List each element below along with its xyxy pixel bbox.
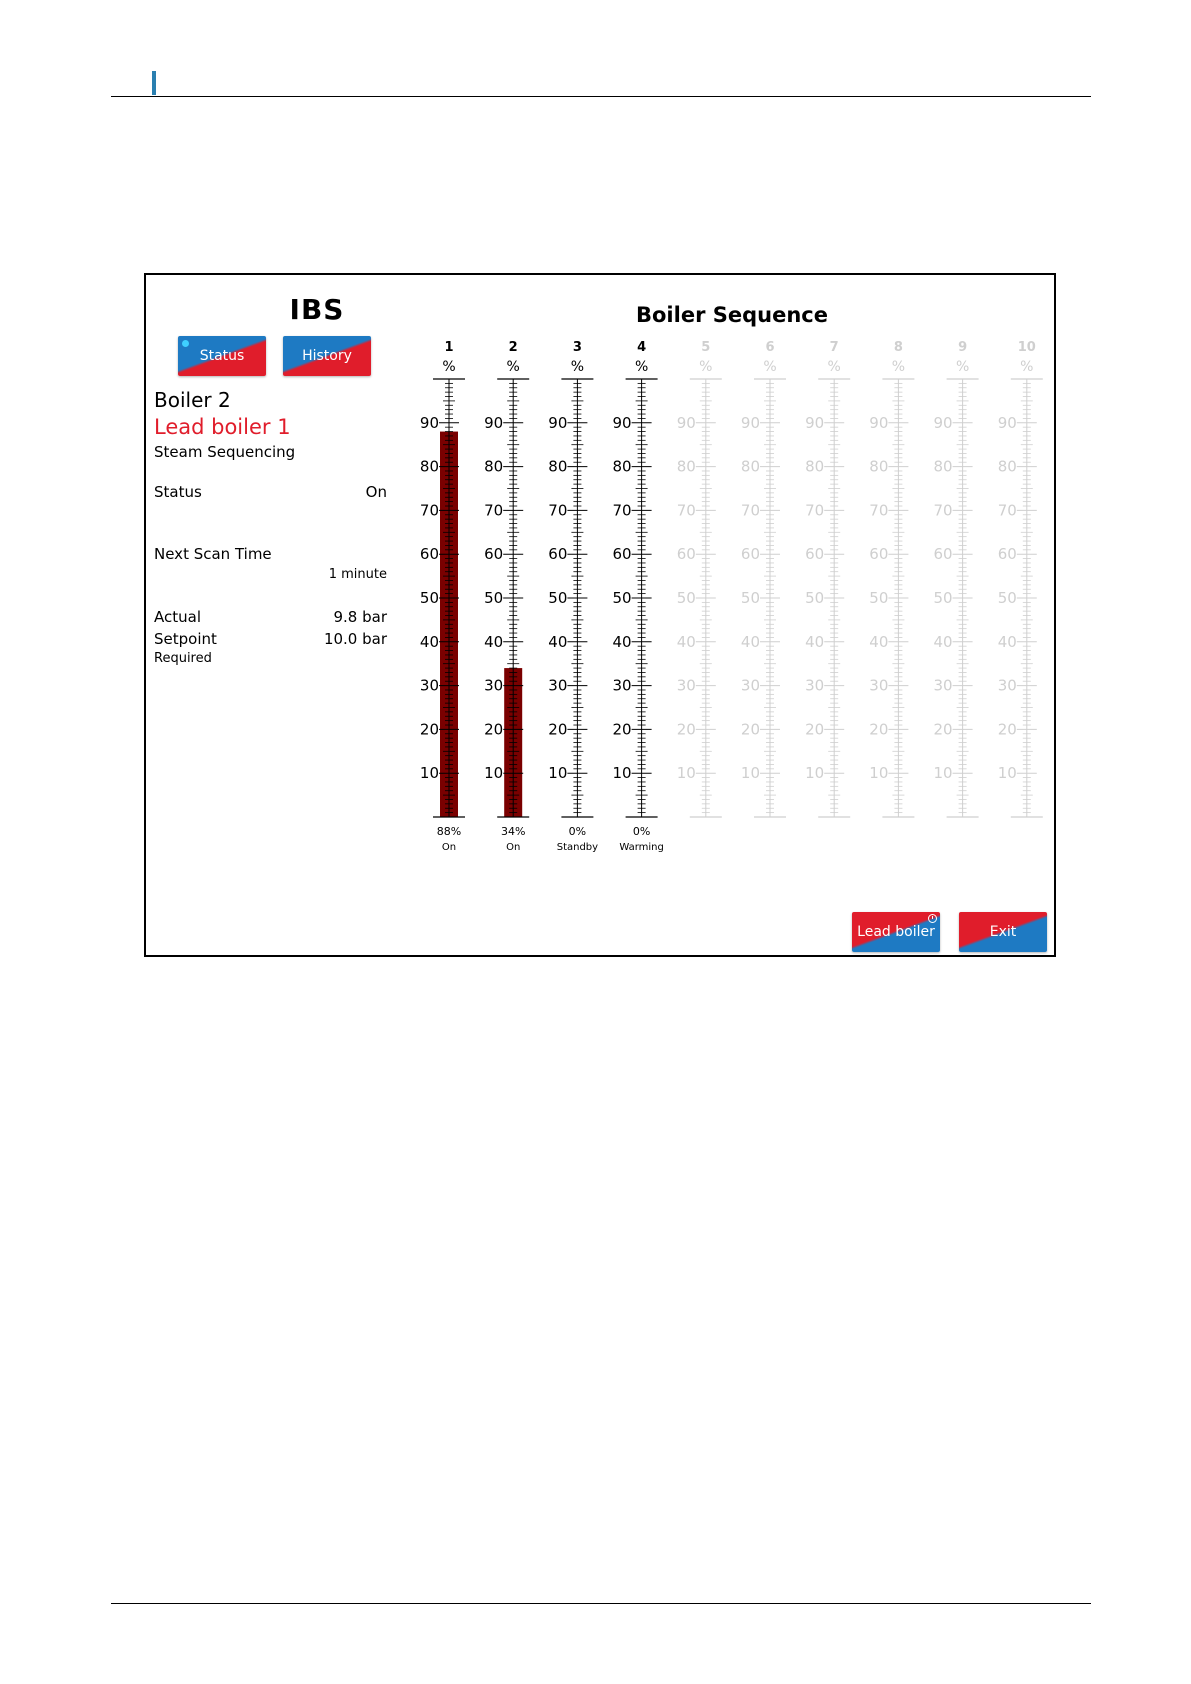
boiler-2-tick-label: 10 bbox=[484, 764, 504, 783]
setpoint-label: Setpoint bbox=[154, 630, 217, 648]
setpoint-value: 10.0 bar bbox=[323, 630, 387, 648]
boiler-4-tick-label: 50 bbox=[612, 589, 632, 607]
boiler-9-tick-label: 10 bbox=[933, 764, 953, 783]
boiler-4-tick-label: 40 bbox=[612, 632, 632, 651]
boiler-3-column-label: 3 bbox=[572, 340, 582, 355]
boiler-7-tick-label: 80 bbox=[805, 457, 825, 476]
boiler-4-unit-label: % bbox=[634, 359, 649, 375]
boiler-1-tick-label: 20 bbox=[419, 720, 439, 739]
boiler-3-tick-label: 40 bbox=[548, 632, 568, 651]
boiler-7-tick-label: 10 bbox=[805, 764, 825, 783]
boiler-3-tick-label: 10 bbox=[548, 764, 568, 783]
boiler-5-tick-label: 50 bbox=[676, 589, 696, 607]
boiler-3-tick-label: 30 bbox=[548, 676, 568, 695]
boiler-5-unit-label: % bbox=[699, 359, 713, 375]
header-rule bbox=[111, 96, 1091, 97]
boiler-5-tick-label: 90 bbox=[676, 413, 696, 432]
history-tab-label: History bbox=[302, 348, 352, 364]
exit-button[interactable] bbox=[959, 912, 1047, 952]
hmi-screen bbox=[144, 273, 1056, 957]
boiler-3-tick-label: 20 bbox=[548, 720, 568, 739]
boiler-3-value-label: 0% bbox=[568, 825, 587, 838]
boiler-7-tick-label: 20 bbox=[805, 720, 825, 739]
boiler-2-tick-label: 70 bbox=[484, 501, 504, 520]
boiler-1-tick-label: 40 bbox=[419, 632, 439, 651]
boiler-4-tick-label: 20 bbox=[612, 720, 632, 739]
boiler-6-tick-label: 80 bbox=[740, 457, 760, 476]
boiler-2-value-label: 34% bbox=[500, 825, 526, 838]
boiler-1-state-label: On bbox=[441, 842, 457, 853]
lead-boiler-button[interactable] bbox=[852, 912, 940, 952]
boiler-1-tick-label: 60 bbox=[419, 545, 439, 564]
boiler-6-tick-label: 60 bbox=[740, 545, 760, 564]
boiler-5-tick-label: 10 bbox=[676, 764, 696, 783]
boiler-7-tick-label: 50 bbox=[805, 589, 825, 607]
boiler-10-tick-label: 60 bbox=[997, 545, 1017, 564]
boiler-7-tick-label: 40 bbox=[805, 632, 825, 651]
boiler-10-unit-label: % bbox=[1020, 359, 1034, 375]
boiler-9-tick-label: 50 bbox=[933, 589, 953, 607]
boiler-sequence-chart bbox=[146, 275, 1054, 955]
lead-boiler-label: Lead boiler 1 bbox=[154, 415, 291, 439]
boiler-2-tick-label: 30 bbox=[484, 676, 504, 695]
status-label: Status bbox=[154, 483, 202, 501]
boiler-4-state-label: Warming bbox=[619, 842, 664, 853]
next-scan-label: Next Scan Time bbox=[154, 545, 272, 563]
boiler-4-tick-label: 60 bbox=[612, 545, 632, 564]
boiler-2-tick-label: 40 bbox=[484, 632, 504, 651]
status-value: On bbox=[365, 483, 387, 501]
boiler-4-value-label: 0% bbox=[632, 825, 651, 838]
boiler-8-tick-label: 20 bbox=[869, 720, 889, 739]
boiler-1-unit-label: % bbox=[442, 359, 456, 375]
boiler-10-tick-label: 20 bbox=[997, 720, 1017, 739]
boiler-name: Boiler 2 bbox=[154, 388, 231, 412]
boiler-10-tick-label: 10 bbox=[997, 764, 1017, 783]
boiler-9-tick-label: 90 bbox=[933, 413, 953, 432]
boiler-8-column-label: 8 bbox=[893, 340, 903, 355]
boiler-5-tick-label: 30 bbox=[676, 676, 696, 695]
boiler-2-tick-label: 20 bbox=[484, 720, 504, 739]
boiler-10-tick-label: 50 bbox=[997, 589, 1017, 607]
boiler-9-tick-label: 70 bbox=[933, 501, 953, 520]
boiler-9-tick-label: 20 bbox=[933, 720, 953, 739]
boiler-6-tick-label: 70 bbox=[740, 501, 760, 520]
boiler-4-column-label: 4 bbox=[637, 340, 647, 355]
clock-icon bbox=[928, 914, 937, 923]
boiler-7-tick-label: 30 bbox=[805, 676, 825, 695]
boiler-8-tick-label: 10 bbox=[869, 764, 889, 783]
boiler-8-tick-label: 60 bbox=[869, 545, 889, 564]
boiler-3-tick-label: 90 bbox=[548, 413, 568, 432]
boiler-2-tick-label: 80 bbox=[484, 457, 504, 476]
boiler-10-tick-label: 40 bbox=[997, 632, 1017, 651]
boiler-7-tick-label: 60 bbox=[805, 545, 825, 564]
actual-label: Actual bbox=[154, 608, 201, 626]
boiler-2-tick-label: 90 bbox=[484, 413, 504, 432]
boiler-6-tick-label: 20 bbox=[740, 720, 760, 739]
app-title: IBS bbox=[289, 293, 345, 326]
boiler-8-unit-label: % bbox=[891, 359, 906, 375]
status-tab-label: Status bbox=[199, 348, 245, 364]
boiler-10-tick-label: 90 bbox=[997, 413, 1017, 432]
boiler-8-tick-label: 30 bbox=[869, 676, 889, 695]
boiler-5-column-label: 5 bbox=[701, 340, 711, 355]
boiler-5-tick-label: 60 bbox=[676, 545, 696, 564]
boiler-8-tick-label: 40 bbox=[869, 632, 889, 651]
boiler-1-tick-label: 30 bbox=[419, 676, 439, 695]
boiler-1-column-label: 1 bbox=[444, 340, 454, 355]
section-title: Boiler Sequence bbox=[636, 303, 828, 327]
boiler-5-tick-label: 20 bbox=[676, 720, 696, 739]
boiler-6-tick-label: 90 bbox=[740, 413, 760, 432]
footer-rule bbox=[111, 1603, 1091, 1604]
boiler-4-tick-label: 80 bbox=[612, 457, 632, 476]
boiler-7-column-label: 7 bbox=[829, 340, 839, 355]
actual-value: 9.8 bar bbox=[333, 608, 387, 626]
boiler-1-tick-label: 10 bbox=[419, 764, 439, 783]
document-margin-marker bbox=[152, 71, 156, 95]
boiler-3-state-label: Standby bbox=[556, 842, 599, 853]
boiler-1-value-label: 88% bbox=[436, 825, 462, 838]
boiler-4-tick-label: 70 bbox=[612, 501, 632, 520]
boiler-4-tick-label: 10 bbox=[612, 764, 632, 783]
exit-button-label: Exit bbox=[989, 924, 1017, 940]
boiler-8-tick-label: 90 bbox=[869, 413, 889, 432]
boiler-9-tick-label: 60 bbox=[933, 545, 953, 564]
boiler-2-unit-label: % bbox=[506, 359, 520, 375]
boiler-10-tick-label: 30 bbox=[997, 676, 1017, 695]
lead-boiler-button-label: Lead boiler bbox=[857, 924, 935, 940]
boiler-1-tick-label: 90 bbox=[419, 413, 439, 432]
boiler-1-tick-label: 80 bbox=[419, 457, 439, 476]
boiler-3-tick-label: 80 bbox=[548, 457, 568, 476]
boiler-6-tick-label: 10 bbox=[740, 764, 760, 783]
boiler-4-tick-label: 90 bbox=[612, 413, 632, 432]
boiler-3-tick-label: 50 bbox=[548, 589, 568, 607]
boiler-3-tick-label: 60 bbox=[548, 545, 568, 564]
boiler-6-unit-label: % bbox=[763, 359, 777, 375]
boiler-1-tick-label: 70 bbox=[419, 501, 439, 520]
boiler-8-tick-label: 70 bbox=[869, 501, 889, 520]
boiler-10-column-label: 10 bbox=[1017, 340, 1036, 355]
boiler-6-tick-label: 30 bbox=[740, 676, 760, 695]
boiler-10-tick-label: 80 bbox=[997, 457, 1017, 476]
boiler-9-tick-label: 80 bbox=[933, 457, 953, 476]
boiler-5-tick-label: 40 bbox=[676, 632, 696, 651]
boiler-9-tick-label: 30 bbox=[933, 676, 953, 695]
boiler-9-unit-label: % bbox=[955, 359, 970, 375]
boiler-2-column-label: 2 bbox=[508, 340, 518, 355]
boiler-3-unit-label: % bbox=[570, 359, 585, 375]
sequencing-mode: Steam Sequencing bbox=[154, 443, 296, 461]
next-scan-value: 1 minute bbox=[328, 567, 387, 582]
boiler-7-tick-label: 90 bbox=[805, 413, 825, 432]
boiler-5-tick-label: 80 bbox=[676, 457, 696, 476]
boiler-7-tick-label: 70 bbox=[805, 501, 825, 520]
boiler-10-tick-label: 70 bbox=[997, 501, 1017, 520]
required-label: Required bbox=[154, 651, 212, 666]
boiler-2-state-label: On bbox=[506, 842, 521, 853]
boiler-7-unit-label: % bbox=[827, 359, 841, 375]
boiler-2-tick-label: 50 bbox=[484, 589, 504, 607]
boiler-9-tick-label: 40 bbox=[933, 632, 953, 651]
boiler-2-tick-label: 60 bbox=[484, 545, 504, 564]
boiler-9-column-label: 9 bbox=[958, 340, 968, 355]
boiler-8-tick-label: 50 bbox=[869, 589, 889, 607]
boiler-4-tick-label: 30 bbox=[612, 676, 632, 695]
boiler-1-tick-label: 50 bbox=[419, 589, 439, 607]
boiler-8-tick-label: 80 bbox=[869, 457, 889, 476]
boiler-6-tick-label: 50 bbox=[740, 589, 760, 607]
boiler-6-tick-label: 40 bbox=[740, 632, 760, 651]
boiler-5-tick-label: 70 bbox=[676, 501, 696, 520]
boiler-6-column-label: 6 bbox=[765, 340, 775, 355]
boiler-3-tick-label: 70 bbox=[548, 501, 568, 520]
